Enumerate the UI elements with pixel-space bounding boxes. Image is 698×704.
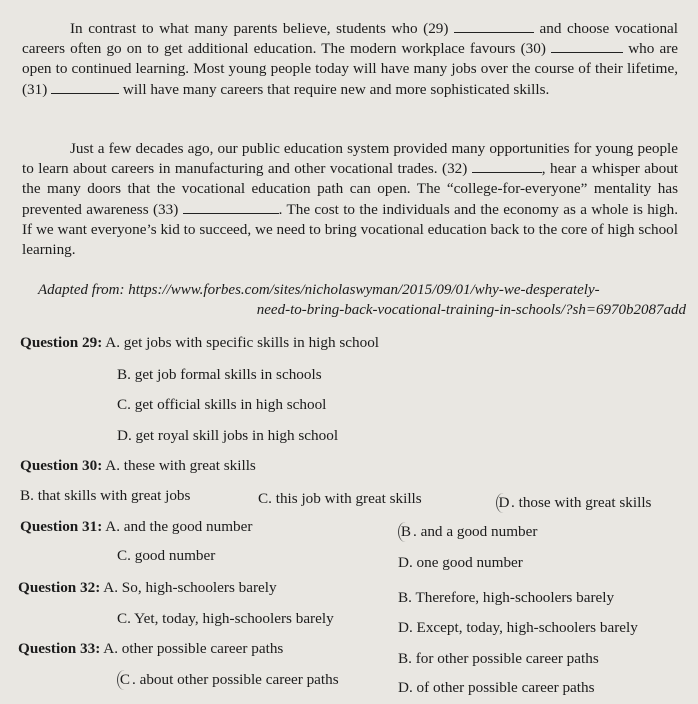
q31-option-c: C. good number (117, 547, 216, 564)
question-33-label: Question 33: (18, 640, 101, 657)
q30-option-d (496, 493, 651, 513)
q31-b-circled-letter: B (398, 522, 413, 542)
source-citation (38, 280, 686, 320)
q29-option-c: C. get official skills in high school (117, 396, 327, 413)
q33-option-a: A. other possible career paths (103, 640, 284, 657)
q32-option-d: D. Except, today, high-schoolers barely (398, 619, 638, 636)
q29-option-b: B. get job formal skills in schools (117, 366, 322, 383)
question-32-label: Question 32: (18, 579, 101, 596)
q29-option-a: A. get jobs with specific skills in high school (105, 334, 380, 351)
blank-31 (51, 81, 119, 94)
source-url-line-1: https://www.forbes.com/sites/nicholaswyman/2015/09/01/why-we-desperately- (128, 282, 600, 298)
source-label: Adapted from: (38, 282, 125, 298)
q30-option-c: C. this job with great skills (258, 490, 422, 507)
q31-option-a: A. and the good number (105, 518, 253, 535)
q30-option-d-text: . those with great skills (511, 494, 652, 511)
question-29-label: Question 29: (20, 334, 103, 351)
blank-30 (551, 40, 623, 53)
p1-text-2: and choose vocational careers often go on to get additional education. The modern workplace favours (30) (22, 20, 678, 58)
question-32-row-a (18, 578, 277, 598)
source-url-line-2: need-to-bring-back-vocational-training-in-schools/?sh=6970b2087add (256, 302, 686, 318)
q33-c-circled-letter: C (117, 670, 132, 690)
q32-option-b: B. Therefore, high-schoolers barely (398, 589, 615, 606)
question-31-label: Question 31: (20, 518, 103, 535)
q30-option-b: B. that skills with great jobs (20, 487, 191, 504)
question-29-row-a (20, 333, 379, 353)
q29-option-d: D. get royal skill jobs in high school (117, 427, 339, 444)
blank-32 (472, 160, 542, 173)
q31-option-d: D. one good number (398, 554, 523, 571)
p2-text-1: Just a few decades ago, our public education system provided many opportunities for young people to learn about careers in manufacturing and other vocational trades. (32) (22, 140, 678, 178)
p2-text-2: , hear a whisper about the many doors that the vocational education path can open. The “college-for-everyone” mentality has prevented awareness (33) (22, 160, 679, 218)
p2-text-3: . The cost to the individuals and the economy as a whole is high. If we want everyone’s kid to succeed, we need to bring vocational education back to the core of high school learning. (22, 200, 678, 259)
p1-text-3: who are open to continued learning. Most young people today will have many jobs over the course of their lifetime, (31) (22, 40, 679, 98)
q30-d-circled-letter: D (496, 493, 511, 513)
q32-option-c: C. Yet, today, high-schoolers barely (117, 610, 334, 627)
passage-paragraph-1 (22, 19, 678, 100)
q30-option-a: A. these with great skills (105, 457, 256, 474)
p1-text-1: In contrast to what many parents believe, students who (29) (70, 20, 449, 37)
question-30-label: Question 30: (20, 457, 103, 474)
blank-33 (183, 201, 279, 214)
q33-option-d: D. of other possible career paths (398, 679, 595, 696)
q32-option-a: A. So, high-schoolers barely (103, 579, 277, 596)
q31-option-b-text: . and a good number (413, 523, 538, 540)
question-30-row-a (20, 456, 256, 476)
blank-29 (454, 20, 534, 33)
q33-option-c-text: . about other possible career paths (132, 671, 339, 688)
q31-option-b (398, 522, 537, 542)
passage-paragraph-2 (22, 139, 678, 260)
q33-option-b: B. for other possible career paths (398, 650, 599, 667)
question-31-row-a (20, 517, 252, 537)
question-33-row-a (18, 639, 283, 659)
q33-option-c (117, 670, 339, 690)
p1-text-4: will have many careers that require new and more sophisticated skills. (122, 80, 550, 98)
